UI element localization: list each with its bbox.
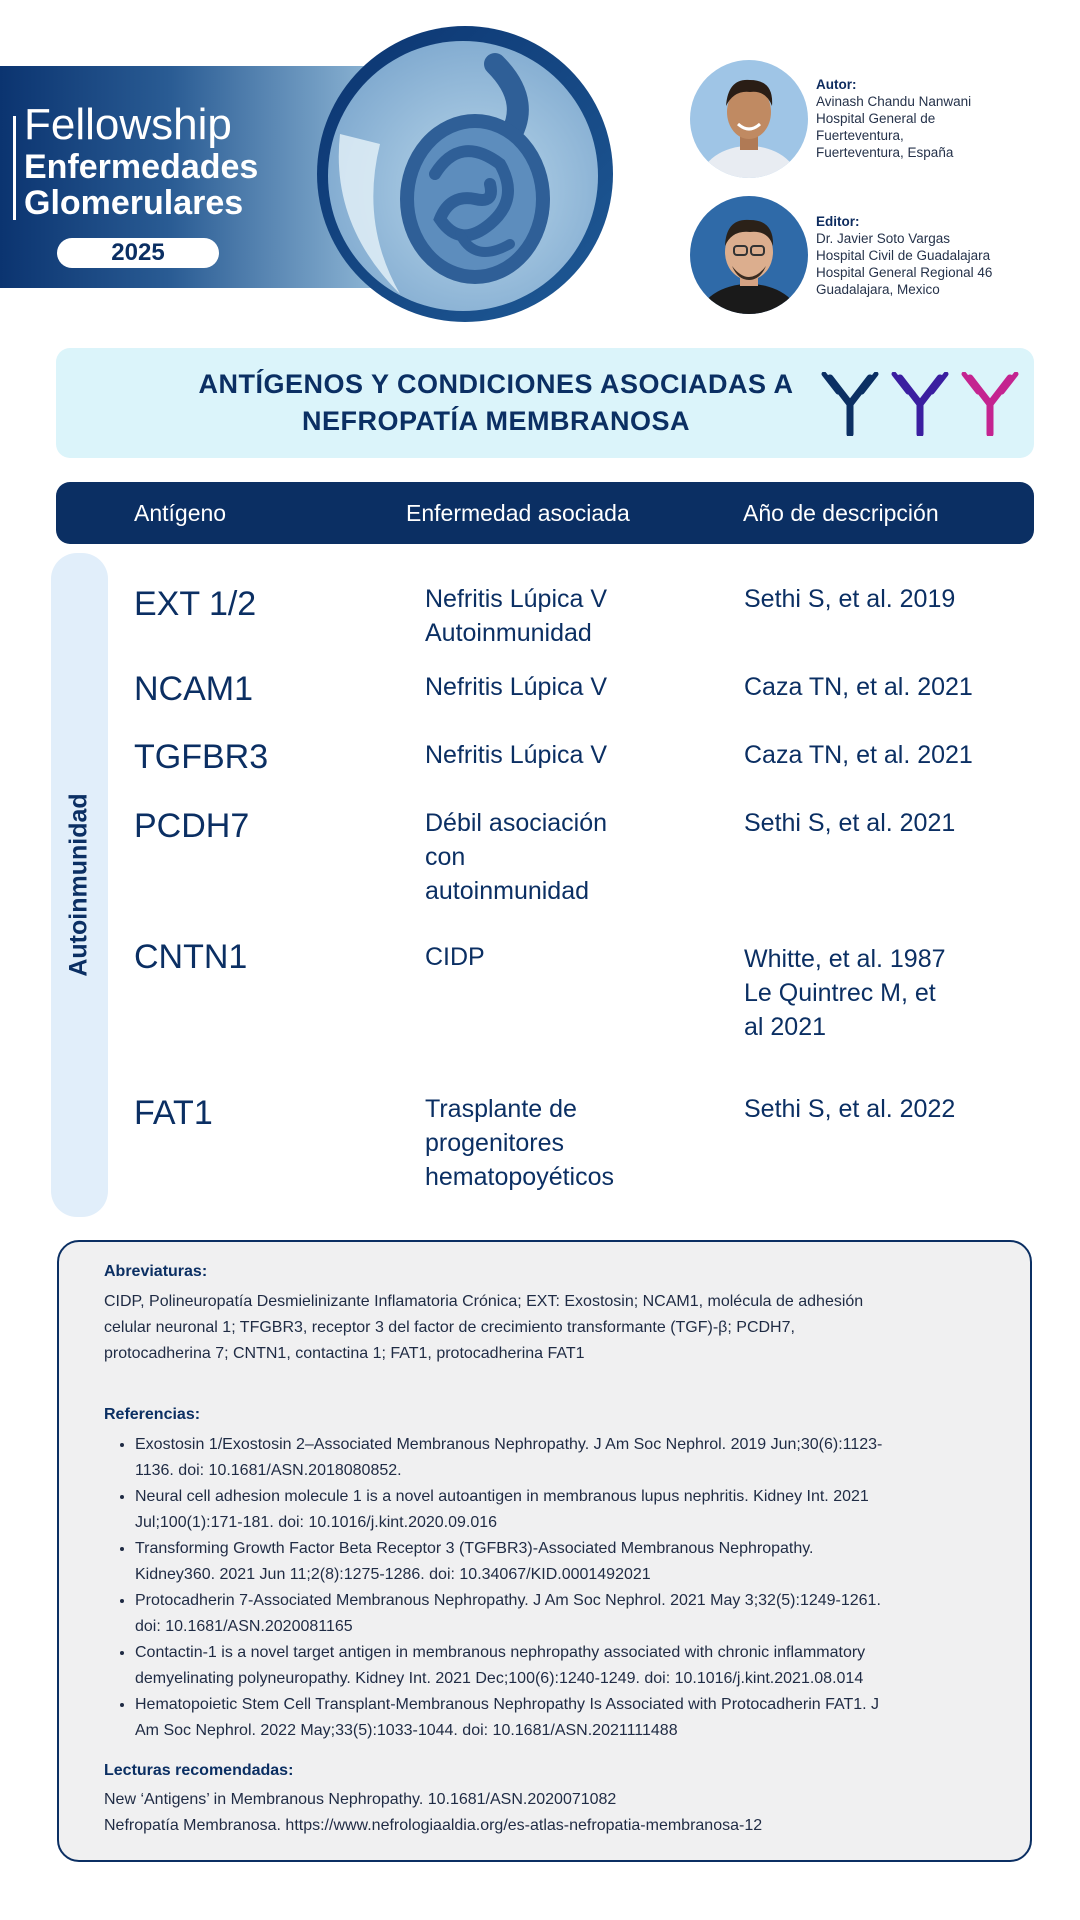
disease-line: Trasplante de (425, 1095, 577, 1123)
year-cell (744, 1092, 1024, 1126)
disease-line: CIDP (425, 943, 485, 971)
disease-line: progenitores (425, 1129, 564, 1157)
year-cell (744, 582, 1024, 616)
disease-line: autoinmunidad (425, 877, 590, 905)
year-line: Caza TN, et al. 2021 (744, 673, 973, 701)
reference-line: Kidney360. 2021 Jun 11;2(8):1275-1286. doi: 10.34067/KID.0001492021 (135, 1566, 651, 1583)
table-header (56, 482, 1034, 544)
year-line: Sethi S, et al. 2021 (744, 809, 956, 837)
year-badge: 2025 (57, 238, 219, 268)
reference-line: • Hematopoietic Stem Cell Transplant-Membranous Nephropathy Is Associated with Protocadherin FAT1. J (135, 1696, 880, 1713)
antigen-cell: PCDH7 (134, 807, 250, 845)
reference-item (135, 1432, 1020, 1484)
column-header-antigen: Antígeno (134, 500, 227, 526)
editor-name: Dr. Javier Soto Vargas (816, 231, 951, 246)
year-line: Sethi S, et al. 2019 (744, 585, 956, 613)
column-header-year: Año de descripción (743, 500, 939, 526)
antibody-icons (816, 372, 1026, 436)
reference-line: • Transforming Growth Factor Beta Receptor 3 (TGFBR3)-Associated Membranous Nephropathy. (135, 1540, 814, 1557)
author-role: Autor: (816, 77, 857, 92)
disease-cell (425, 738, 685, 772)
author-affiliation: Fuerteventura, (816, 128, 904, 143)
author-name: Avinash Chandu Nanwani (816, 94, 972, 109)
reference-line: demyelinating polyneuropathy. Kidney Int. 2021 Dec;100(6):1240-1249. doi: 10.1016/j.kint.2021.08.014 (135, 1670, 864, 1687)
banner-subtitle-1: Enfermedades (24, 148, 259, 186)
author-avatar (690, 60, 808, 178)
reference-item (135, 1588, 1020, 1640)
editor-credit (816, 213, 992, 298)
disease-cell (425, 670, 685, 704)
antigen-cell: EXT 1/2 (134, 585, 257, 623)
abbreviations-line: protocadherina 7; CNTN1, contactina 1; FAT1, protocadherina FAT1 (104, 1345, 585, 1362)
reading-item: New ‘Antigens’ in Membranous Nephropathy. 10.1681/ASN.2020071082 (104, 1791, 617, 1808)
disease-cell (425, 1092, 685, 1194)
editor-role: Editor: (816, 214, 860, 229)
page-title-line: ANTÍGENOS Y CONDICIONES ASOCIADAS A (198, 369, 794, 399)
reference-line: • Contactin-1 is a novel target antigen in membranous nephropathy associated with chronic inflammatory (135, 1644, 866, 1661)
references-list (104, 1432, 1020, 1744)
editor-location: Guadalajara, Mexico (816, 282, 940, 297)
reference-line: • Exostosin 1/Exostosin 2–Associated Membranous Nephropathy. J Am Soc Nephrol. 2019 Jun;30(6):1123- (135, 1436, 883, 1453)
year-cell (744, 942, 1024, 1044)
disease-cell (425, 940, 685, 974)
banner-divider (13, 116, 16, 220)
reference-line: Am Soc Nephrol. 2022 May;33(5):1033-1044. doi: 10.1681/ASN.2021111488 (135, 1722, 678, 1739)
reference-line: 1136. doi: 10.1681/ASN.2018080852. (135, 1462, 402, 1479)
reference-line: • Neural cell adhesion molecule 1 is a novel autoantigen in membranous lupus nephritis. Kidney Int. 2021 (135, 1488, 869, 1505)
abbreviations-title: Abreviaturas: (104, 1263, 208, 1280)
page-title-line: NEFROPATÍA MEMBRANOSA (302, 406, 690, 436)
antigen-cell: TGFBR3 (134, 738, 269, 776)
disease-line: Nefritis Lúpica V (425, 585, 608, 613)
reference-item (135, 1484, 1020, 1536)
year-cell (744, 670, 1024, 704)
editor-avatar (690, 196, 808, 314)
reference-line: doi: 10.1681/ASN.2020081165 (135, 1618, 353, 1635)
year-line: Whitte, et al. 1987 (744, 945, 946, 973)
antibody-icon (894, 374, 946, 434)
author-affiliation: Hospital General de (816, 111, 936, 126)
author-location: Fuerteventura, España (816, 145, 954, 160)
reference-item (135, 1640, 1020, 1692)
reference-line: • Protocadherin 7-Associated Membranous Nephropathy. J Am Soc Nephrol. 2021 May 3;32(5):1249-1261. (135, 1592, 881, 1609)
year-cell (744, 738, 1024, 772)
reference-line: Jul;100(1):171-181. doi: 10.1016/j.kint.2020.09.016 (135, 1514, 498, 1531)
banner-subtitle-2: Glomerulares (24, 184, 244, 222)
year-line: Le Quintrec M, et (744, 979, 936, 1007)
antibody-icon (964, 374, 1016, 434)
abbreviations-line: celular neuronal 1; TFGBR3, receptor 3 del factor de crecimiento transformante (TGF)-β; PCDH7, (104, 1319, 795, 1336)
disease-line: Autoinmunidad (425, 619, 592, 647)
year-cell (744, 806, 1024, 840)
antigen-cell: NCAM1 (134, 670, 254, 708)
reading-title: Lecturas recomendadas: (104, 1762, 294, 1779)
editor-affiliation: Hospital General Regional 46 (816, 265, 993, 280)
disease-line: con (425, 843, 466, 871)
references-title: Referencias: (104, 1406, 201, 1423)
reading-item: Nefropatía Membranosa. https://www.nefrologiaaldia.org/es-atlas-nefropatia-membranosa-12 (104, 1817, 763, 1834)
year-line: al 2021 (744, 1013, 827, 1041)
year-line: Caza TN, et al. 2021 (744, 741, 973, 769)
title-box (56, 348, 1034, 458)
antigen-cell: FAT1 (134, 1094, 213, 1132)
reference-item (135, 1536, 1020, 1588)
abbreviations-text (104, 1289, 984, 1367)
author-credit (816, 76, 971, 161)
year-line: Sethi S, et al. 2022 (744, 1095, 956, 1123)
page-title (116, 366, 876, 440)
notes-box (57, 1240, 1032, 1862)
column-header-disease: Enfermedad asociada (406, 500, 630, 526)
antigen-cell: CNTN1 (134, 938, 248, 976)
antibody-icon (824, 374, 876, 434)
group-label: Autoinmunidad (64, 793, 93, 977)
disease-line: Nefritis Lúpica V (425, 673, 608, 701)
reference-item (135, 1692, 1020, 1744)
disease-line: Débil asociación (425, 809, 608, 837)
disease-line: hematopoyéticos (425, 1163, 615, 1191)
disease-cell (425, 582, 685, 650)
banner-title: Fellowship (24, 100, 232, 149)
disease-cell (425, 806, 685, 908)
reading-list (104, 1787, 984, 1839)
kidney-glomerulus-logo (300, 24, 620, 324)
abbreviations-line: CIDP, Polineuropatía Desmielinizante Inflamatoria Crónica; EXT: Exostosin; NCAM1, molécula de adhesión (104, 1293, 864, 1310)
editor-affiliation: Hospital Civil de Guadalajara (816, 248, 991, 263)
disease-line: Nefritis Lúpica V (425, 741, 608, 769)
